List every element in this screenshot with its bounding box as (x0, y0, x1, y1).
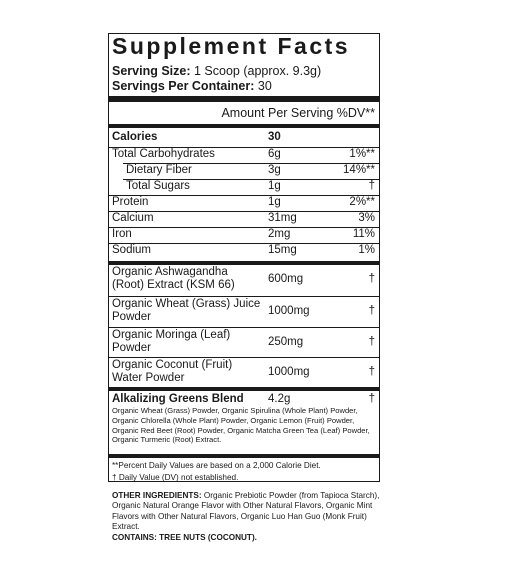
blend-amount: 4.2g (268, 393, 291, 405)
nutrient-row (112, 131, 375, 147)
row-divider (109, 327, 379, 328)
servings-per-container-value: 30 (257, 79, 272, 93)
blend-contents: Organic Wheat (Grass) Powder, Organic Spirulina (Whole Plant) Powder, Organic Chlorella (Whole Plant) Powder, Organic Lemon (Fruit) Powder, Organic Red Beet (Root) Powder, Organic Matcha Green Tea (Leaf) Powder, Organic Turmeric (Root) Extract. (112, 406, 370, 445)
nutrient-label: Iron (112, 228, 132, 240)
nutrient-amount: 31mg (268, 212, 297, 224)
ingredient-amount: 600mg (268, 273, 304, 285)
nutrient-amount: 30 (268, 131, 281, 143)
serving-size (112, 64, 321, 78)
ingredient-row (112, 359, 375, 389)
nutrient-dv: 11% (352, 228, 375, 240)
nutrient-label: Sodium (112, 244, 151, 256)
footnote-percent: **Percent Daily Values are based on a 2,000 Calorie Diet. (112, 461, 321, 470)
ingredient-row (112, 298, 375, 328)
nutrient-dv: 1% (358, 244, 375, 256)
nutrient-amount: 2mg (268, 228, 291, 240)
nutrient-amount: 1g (268, 196, 281, 208)
serving-size-label: Serving Size: (112, 64, 191, 78)
ingredient-dv: † (368, 336, 375, 348)
ingredient-label: Organic Wheat (Grass) Juice Powder (112, 298, 261, 323)
ingredient-label: Organic Moringa (Leaf) Powder (112, 329, 231, 354)
other-ingredients-text: Organic Prebiotic Powder (from Tapioca Starch), Organic Natural Orange Flavor with Other Natural Flavors, Organic Mint Flavors with Other Natural Flavors, Organic Luo Han Guo (Monk Fruit) Extract. (112, 491, 380, 531)
panel-title: Supplement Facts (112, 33, 351, 59)
thick-divider (109, 454, 379, 458)
ingredient-amount: 250mg (268, 336, 304, 348)
ingredient-row (112, 266, 375, 296)
nutrient-row (112, 148, 375, 164)
ingredient-label: Organic Coconut (Fruit) Water Powder (112, 359, 233, 384)
nutrient-label: Protein (112, 196, 149, 208)
ingredient-dv: † (368, 366, 375, 378)
servings-per-container (112, 79, 272, 93)
servings-per-container-label: Servings Per Container: (112, 79, 255, 93)
thick-divider (109, 96, 379, 102)
nutrient-row (112, 180, 375, 196)
nutrient-dv: 2%** (349, 196, 375, 208)
footnote-dagger: † Daily Value (DV) not established. (112, 473, 239, 482)
nutrient-dv: 14%** (343, 164, 375, 176)
other-ingredients-label: OTHER INGREDIENTS: (112, 491, 202, 500)
nutrient-dv: 1%** (349, 148, 375, 160)
nutrient-amount: 6g (268, 148, 281, 160)
ingredient-amount: 1000mg (268, 366, 310, 378)
nutrient-label: Dietary Fiber (126, 164, 192, 176)
blend-dv: † (368, 393, 375, 405)
thick-divider (109, 261, 379, 265)
nutrient-amount: 15mg (268, 244, 297, 256)
thick-divider (109, 387, 379, 391)
thick-divider (109, 124, 379, 128)
supplement-facts-panel (108, 33, 380, 482)
row-divider (109, 296, 379, 297)
nutrient-amount: 1g (268, 180, 281, 192)
nutrient-row (112, 228, 375, 244)
blend-label: Alkalizing Greens Blend (112, 393, 244, 405)
nutrient-amount: 3g (268, 164, 281, 176)
nutrient-dv: † (368, 180, 375, 192)
ingredient-label: Organic Ashwagandha (Root) Extract (KSM 66) (112, 266, 235, 291)
nutrient-row (112, 164, 375, 180)
nutrient-label: Total Carbohydrates (112, 148, 215, 160)
allergen-statement: CONTAINS: TREE NUTS (COCONUT). (112, 533, 257, 542)
nutrient-dv: 3% (358, 212, 375, 224)
serving-size-value: 1 Scoop (approx. 9.3g) (193, 64, 322, 78)
nutrient-label: Total Sugars (126, 180, 190, 192)
ingredient-dv: † (368, 273, 375, 285)
ingredient-amount: 1000mg (268, 305, 310, 317)
other-ingredients (112, 491, 384, 532)
row-divider (109, 357, 379, 358)
nutrient-row (112, 196, 375, 212)
ingredient-row (112, 329, 375, 359)
nutrient-row (112, 212, 375, 228)
amount-per-serving-header: Amount Per Serving %DV** (221, 106, 375, 120)
nutrient-row (112, 244, 375, 260)
nutrient-label: Calcium (112, 212, 154, 224)
ingredient-dv: † (368, 305, 375, 317)
nutrient-label: Calories (112, 131, 158, 143)
